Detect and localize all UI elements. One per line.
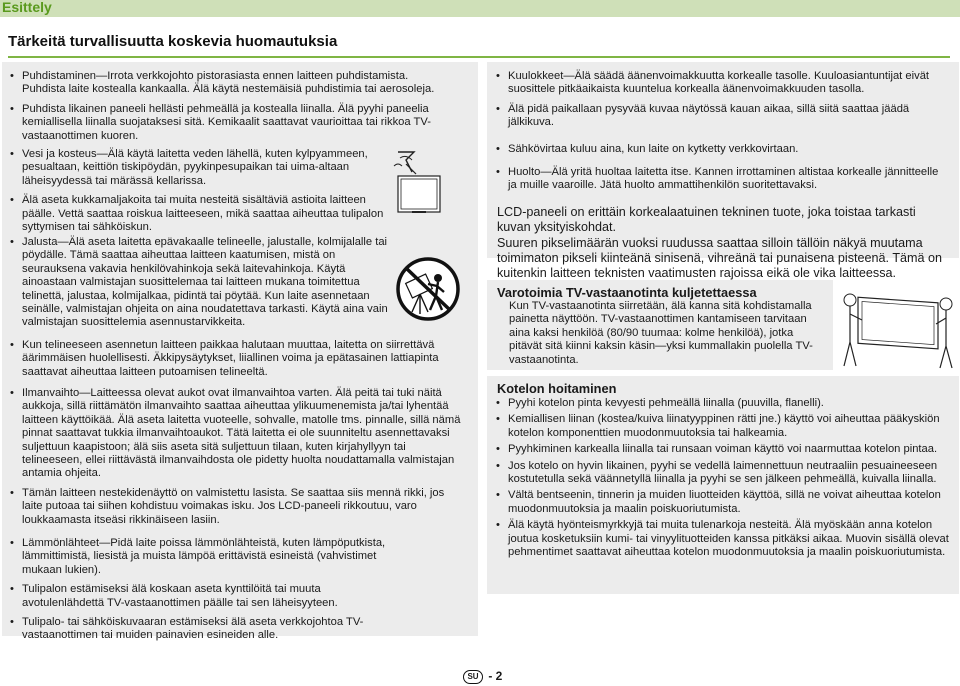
cabinet-list bbox=[492, 397, 950, 562]
list-item: • Puhdista likainen paneeli hellästi pehmeällä ja kostealla liinalla. Älä pyyhi paneelia kemiallisella liinalla suojataksesi sitä. Kemikaalit saattavat vaurioittaa tai rikkoa TV-vastaanottimen kuoren. bbox=[6, 103, 454, 143]
no-unstable-stand-icon bbox=[394, 256, 462, 322]
service-list bbox=[492, 166, 950, 199]
list-item: • Tämän laitteen nestekidenäyttö on valmistettu lasista. Se saattaa siis mennä rikki, jos laite putoaa tai siihen kohdistuu voimakas isku. Jos LCD-paneeli rikkoutuu, varo loukkaamasta itseäsi rikkinäiseen lasiin. bbox=[6, 487, 466, 527]
list-item: • Kun telineeseen asennetun laitteen paikkaa halutaan muuttaa, laitetta on siirrettävä äärimmäisen huolellisesti. Äkkipysäytykset, liiallinen voima ja epätasainen lattiapinta saattavat aiheuttaa laitteen putoamisen telineeltä. bbox=[6, 339, 466, 379]
page-title: Tärkeitä turvallisuutta koskevia huomautuksia bbox=[8, 33, 338, 50]
list-item: • Älä aseta kukkamaljakoita tai muita nesteitä sisältäviä astioita laitteen päälle. Vettä saattaa roiskua laitteeseen, mikä saattaa aiheuttaa tulipalon syttymisen tai sähköiskun. bbox=[6, 194, 394, 234]
lcd-note: LCD-paneeli on erittäin korkealaatuinen tekninen tuote, joka toistaa tarkasti kuvan yksityiskohdat. Suuren pikselimäärän vuoksi ruudussa saattaa silloin tällöin näkyä muutama toimimaton pikseli kiinteänä sinisenä, vihreänä tai punaisena pisteenä. Tämä on kuitenkin laitteen teknisten vaatimusten rajoissa eikä ole vika laitteessa. bbox=[497, 205, 943, 281]
list-item: • Jalusta—Älä aseta laitetta epävakaalle telineelle, jalustalle, kolmijalalle tai pöydälle. Tämä saattaa aiheuttaa laitteen kaatumisen, mistä on seurauksena vakavia henkilövahinkoja sekä laitevahinkoja. Käytä ainoastaan valmistajan suosittelemaa tai laitteen mukana toimitettua telinettä, jalustaa, kolmijalkaa, pidintä tai pöytää. Kun laite asennetaan seinälle, valmistajan ohjeita on aina noudatettava tarkasti. Käytä aina vain valmistajan suosittelemia asennustarvikkeita. bbox=[6, 236, 394, 330]
page-number bbox=[463, 669, 502, 684]
list-item: • Tulipalon estämiseksi älä koskaan aseta kynttilöitä tai muuta avotulenlähdettä TV-vastaanottimen päälle tai sen läheisyyteen. bbox=[6, 583, 394, 610]
section-label: Esittely bbox=[2, 0, 52, 15]
heat-list bbox=[6, 537, 394, 649]
water-list bbox=[6, 148, 394, 240]
page-number-text: - 2 bbox=[488, 669, 503, 683]
list-item: • Sähkövirtaa kuluu aina, kun laite on kytketty verkkovirtaan. bbox=[492, 143, 950, 156]
tv-vase-illustration bbox=[384, 150, 444, 218]
list-item: • Vesi ja kosteus—Älä käytä laitetta veden lähellä, kuten kylpyammeen, pesualtaan, keittiön tiskipöydän, pyykinpesupaikan tai uima-altaan läheisyydessä tai märässä kellarissa. bbox=[6, 148, 394, 188]
ventilation-list bbox=[6, 387, 466, 533]
list-item: • Pyyhkiminen karkealla liinalla tai runsaan voiman käyttö voi naarmuttaa kotelon pintaa. bbox=[492, 443, 950, 456]
list-item: • Älä käytä hyönteismyrkkyjä tai muita tulenarkoja nesteitä. Älä myöskään anna kotelon joutua kosketuksiin kumi- tai vinyylituotteiden kanssa pitkäksi aikaa. Muovin sisällä olevat pehmentimet saattavat aiheuttaa kotelon muodonmuutoksia ja maalin poiskuoriutumista. bbox=[492, 519, 950, 559]
language-badge: SU bbox=[463, 670, 483, 684]
list-item: • Lämmönlähteet—Pidä laite poissa lämmönlähteistä, kuten lämpöputkista, lämmittimistä, liesistä ja muista lämpöä erittävistä esineistä (vahvistimet mukaan lukien). bbox=[6, 537, 394, 577]
list-item: • Vältä bentseenin, tinnerin ja muiden liuotteiden käyttöä, sillä ne voivat aiheuttaa kotelon muodonmuutoksia ja maalin poiskuoriutumista. bbox=[492, 489, 950, 516]
list-item: • Tulipalo- tai sähköiskuvaaran estämiseksi älä aseta verkkojohtoa TV-vastaanottimen tai muiden painavien esineiden alle. bbox=[6, 616, 394, 643]
section-bar bbox=[0, 0, 960, 17]
list-item: • Pyyhi kotelon pinta kevyesti pehmeällä liinalla (puuvilla, flanelli). bbox=[492, 397, 950, 410]
transport-heading: Varotoimia TV-vastaanotinta kuljetettaessa bbox=[497, 285, 757, 300]
move-list bbox=[6, 339, 466, 385]
list-item: • Älä pidä paikallaan pysyvää kuvaa näytössä kauan aikaa, sillä siitä saattaa jäädä jälkikuva. bbox=[492, 103, 950, 130]
headphones-list bbox=[492, 70, 950, 136]
tv-carrying-illustration bbox=[840, 282, 956, 370]
cabinet-heading: Kotelon hoitaminen bbox=[497, 381, 617, 396]
list-item: • Puhdistaminen—Irrota verkkojohto pistorasiasta ennen laitteen puhdistamista. Puhdista laite kostealla kankaalla. Älä käytä nestemäisiä puhdistimia tai aerosoleja. bbox=[6, 70, 454, 97]
list-item: • Ilmanvaihto—Laitteessa olevat aukot ovat ilmanvaihtoa varten. Älä peitä tai tuki näitä aukkoja, sillä riittämätön ilmanvaihto saattaa aiheuttaa ylikuumenemista ja/tai lyhentää laitteen käyttöikää. Älä aseta laitetta vuoteelle, sohvalle, matolle tms. pinnalle, sillä nämä pinnat saattavat tukkia ilmanvaihtoaukot. Tätä laitetta ei ole suunniteltu asennettavaksi suljettuun kaapistoon; älä siis aseta sitä suljettuun tilaan, kuten kirjahyllyyn tai telineeseen, ellei riittävästä ilmanvaihdosta ole pidetty huolta noudattamalla valmistajan antamia ohjeita. bbox=[6, 387, 466, 481]
transport-text: Kun TV-vastaanotinta siirretään, älä kanna sitä kohdistamalla painetta näyttöön. TV-vastaanottimen kantamiseen tarvitaan aina kaksi henkilöä (80/90 tuumaa: kolme henkilöä), jotka pitävät sitä kiinni kaksin käsin—yksi kummallakin puolella TV-vastaanotinta. bbox=[509, 300, 813, 366]
list-item: • Huolto—Älä yritä huoltaa laitetta itse. Kannen irrottaminen altistaa korkealle jännitteelle ja muille vaaroille. Jätä huolto ammattihenkilön suoritettavaksi. bbox=[492, 166, 950, 193]
stand-list bbox=[6, 236, 394, 336]
list-item: • Jos kotelo on hyvin likainen, pyyhi se vedellä laimennettuun neutraaliin pesuaineeseen kostutetulla sekä väännetyllä liinalla ja pyyhi se sen jälkeen pehmeällä, kuivalla liinalla. bbox=[492, 460, 950, 487]
power-list bbox=[492, 143, 950, 162]
list-item: • Kuulokkeet—Älä säädä äänenvoimakkuutta korkealle tasolle. Kuuloasiantuntijat eivät suosittele pitkäaikaista kuuntelua korkealla äänenvoimakkuuden tasolla. bbox=[492, 70, 950, 97]
list-item: • Kemiallisen liinan (kostea/kuiva liinatyyppinen rätti jne.) käyttö voi aiheuttaa pääkyskiön kotelon komponenttien muodonmuutoksia tai halkeamia. bbox=[492, 413, 950, 440]
title-divider bbox=[8, 56, 950, 58]
cleaning-list bbox=[6, 70, 454, 149]
